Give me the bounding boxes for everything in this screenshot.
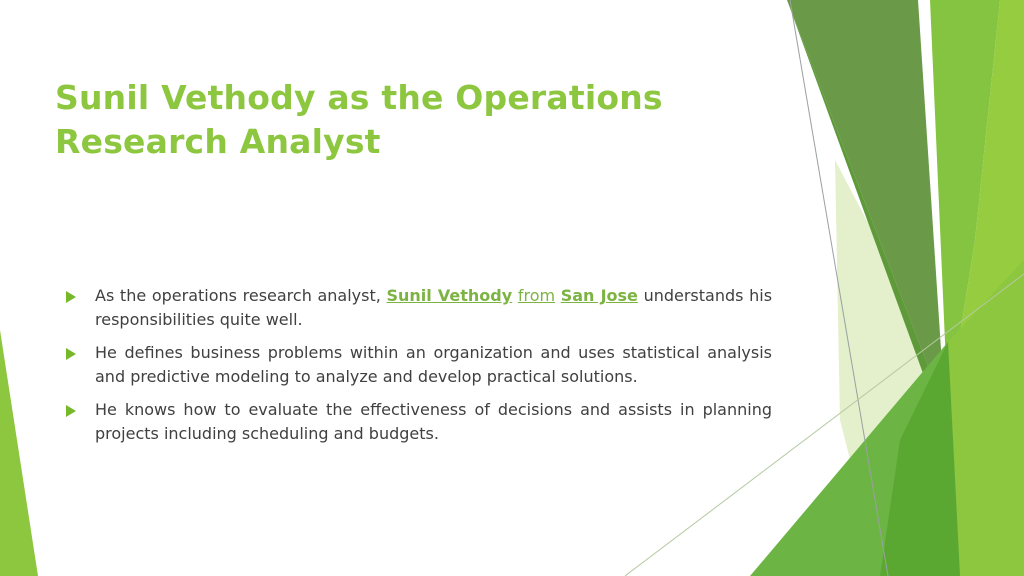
bullet-1-text-before: As the operations research analyst, <box>95 286 381 305</box>
bullet-2-text: He defines business problems within an organization and uses statistical analysis and predictive modeling to analyze and develop practical solutions. <box>95 343 772 386</box>
title-line-2: Research Analyst <box>55 122 381 161</box>
bullet-3-text: He knows how to evaluate the effectiveness of decisions and assists in planning projects including scheduling and budgets. <box>95 400 772 443</box>
from-link[interactable]: from <box>517 286 556 305</box>
san-jose-link[interactable]: San Jose <box>560 286 638 305</box>
title-line-1: Sunil Vethody as the Operations <box>55 78 663 117</box>
left-edge-green-sliver <box>0 330 38 576</box>
bullet-item-2 <box>64 341 772 389</box>
triangle-bullet-icon <box>66 348 76 360</box>
sunil-vethody-link[interactable]: Sunil Vethody <box>386 286 513 305</box>
bullet-list <box>64 284 772 455</box>
slide-title <box>55 76 755 164</box>
triangle-bullet-icon <box>66 291 76 303</box>
bullet-item-3 <box>64 398 772 446</box>
triangle-bullet-icon <box>66 405 76 417</box>
bullet-1-text-after: understands his responsibilities quite well. <box>95 286 773 329</box>
bullet-item-1 <box>64 284 772 332</box>
